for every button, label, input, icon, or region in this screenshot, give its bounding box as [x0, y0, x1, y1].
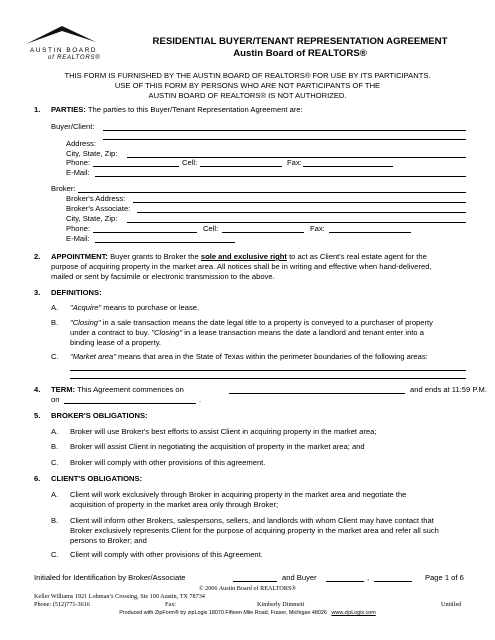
commence-date-field[interactable]	[229, 393, 405, 394]
copyright: © 2006 Austin Board of REALTORS®	[198, 585, 297, 592]
broker-phone-label: Phone:	[66, 224, 91, 233]
buyer-initials-field-1[interactable]	[326, 581, 364, 582]
broker-cell-label: Cell:	[203, 224, 219, 233]
client-ob-a-line-2: acquisition of property in the market area only through Broker;	[70, 500, 279, 509]
def-a-text: "Acquire" means to purchase or lease.	[70, 303, 200, 312]
market-area-field-1[interactable]	[70, 370, 466, 371]
page-subtitle: Austin Board of REALTORS®	[233, 48, 367, 59]
notice-line-3: AUSTIN BOARD OF REALTORS® IS NOT AUTHORIZED.	[148, 91, 347, 100]
client-ob-b-line-1: Client will inform other Brokers, salespersons, sellers, and landlords with whom Client may have contact that	[70, 516, 434, 525]
broker-fax-field[interactable]	[329, 232, 411, 233]
market-area-field-2[interactable]	[70, 378, 466, 379]
def-c-label: C.	[51, 352, 59, 361]
client-ob-b-line-2: Broker exclusively represents Client for the purpose of acquiring property in the market area and refer all such	[70, 526, 439, 535]
def-b-label: B.	[51, 318, 59, 327]
broker-ob-a-label: A.	[51, 427, 59, 436]
fax-field[interactable]	[303, 166, 393, 167]
email-label: E-Mail:	[66, 168, 90, 177]
broker-label: Broker:	[51, 184, 76, 193]
section-1-number: 1.	[34, 105, 41, 114]
section-6-number: 6.	[34, 474, 41, 483]
broker-address-field[interactable]	[133, 202, 466, 203]
section-2-line-3: mailed or sent by facsimile or electronic transmission to the above.	[51, 272, 275, 281]
broker-ob-c-text: Broker will comply with other provisions of this agreement.	[70, 458, 266, 467]
broker-field[interactable]	[78, 192, 466, 193]
broker-city-state-zip-field[interactable]	[127, 222, 466, 223]
end-date-field[interactable]	[64, 403, 196, 404]
broker-ob-b-text: Broker will assist Client in negotiating the acquisition of property in the market area; and	[70, 442, 365, 451]
notice-line-1: THIS FORM IS FURNISHED BY THE AUSTIN BOARD OF REALTORS® FOR USE BY ITS PARTICIPANTS.	[64, 71, 431, 80]
section-6-heading: CLIENT'S OBLIGATIONS:	[51, 474, 143, 483]
buyer-client-field-2[interactable]	[103, 139, 466, 140]
ends-text: and ends at 11:59 P.M.	[410, 385, 487, 394]
def-a-label: A.	[51, 303, 59, 312]
footer-and-buyer: and Buyer	[282, 573, 317, 582]
section-5-number: 5.	[34, 411, 41, 420]
logo	[22, 22, 100, 66]
broker-email-field[interactable]	[95, 242, 235, 243]
term-period: .	[199, 395, 202, 404]
footer-initialed: Initialed for Identification by Broker/Associate	[34, 573, 186, 582]
client-ob-b-line-3: persons to Broker; and	[70, 536, 147, 545]
broker-fax-label: Fax:	[310, 224, 325, 233]
broker-phone-field[interactable]	[93, 232, 197, 233]
broker-cell-field[interactable]	[222, 232, 304, 233]
page-title: RESIDENTIAL BUYER/TENANT REPRESENTATION AGREEMENT	[152, 36, 448, 47]
address-label: Address:	[66, 139, 96, 148]
notice-line-2: USE OF THIS FORM BY PERSONS WHO ARE NOT PARTICIPANTS OF THE	[114, 81, 381, 90]
def-b-line-2: under a contract to buy. "Closing" in a lease transaction means the date a landlord and tenant enter into a	[70, 328, 424, 337]
client-ob-b-label: B.	[51, 516, 59, 525]
phone-label: Phone:	[66, 158, 91, 167]
broker-address-label: Broker's Address:	[66, 194, 126, 203]
office-phone: Phone: (512)771-3616	[34, 601, 90, 608]
client-ob-c-text: Client will comply with other provisions of this Agreement.	[70, 550, 263, 559]
buyer-client-field[interactable]	[103, 130, 466, 131]
broker-associate-field[interactable]	[137, 212, 466, 213]
section-3-heading: DEFINITIONS:	[51, 288, 102, 297]
office-info: Keller Williams 1921 Lohman’s Crossing, Ste 100 Austin, TX 78734	[34, 593, 205, 600]
buyer-client-label: Buyer/Client:	[51, 122, 95, 131]
section-5-heading: BROKER'S OBLIGATIONS:	[51, 411, 148, 420]
office-fax: Fax:	[165, 601, 177, 608]
def-b-line-1: "Closing" in a sale transaction means the date legal title to a property is conveyed to a purchaser of property	[70, 318, 433, 327]
broker-initials-field[interactable]	[233, 581, 277, 582]
broker-email-label: E-Mail:	[66, 234, 90, 243]
client-ob-c-label: C.	[51, 550, 59, 559]
cell-field[interactable]	[200, 166, 282, 167]
broker-ob-c-label: C.	[51, 458, 59, 467]
roof-logo-icon	[22, 22, 100, 46]
agent-name: Kimberly Dimmett	[257, 601, 305, 608]
broker-ob-b-label: B.	[51, 442, 59, 451]
def-c-text: "Market area" means that area in the State of Texas within the perimeter boundaries of the following areas:	[70, 352, 428, 361]
logo-line1: AUSTIN BOARD	[30, 47, 98, 54]
section-1-heading: PARTIES: The parties to this Buyer/Tenant Representation Agreement are:	[51, 105, 303, 114]
section-3-number: 3.	[34, 288, 41, 297]
section-2-line-1: APPOINTMENT: Buyer grants to Broker the sole and exclusive right to act as Client's real estate agent for the	[51, 252, 427, 261]
email-field[interactable]	[95, 176, 466, 177]
def-b-line-3: binding lease of a property.	[70, 338, 162, 347]
on-label: on	[51, 395, 60, 404]
section-2-number: 2.	[34, 252, 41, 261]
footer-comma: ,	[367, 573, 370, 582]
produced-with: Produced with ZipForm® by zipLogix 18070 Fifteen Mile Road, Fraser, Michigan 48026 www.zipLogix.com	[119, 610, 376, 616]
broker-ob-a-text: Broker will use Broker's best efforts to assist Client in acquiring property in the market area;	[70, 427, 377, 436]
client-ob-a-label: A.	[51, 490, 59, 499]
broker-city-state-zip-label: City, State, Zip:	[66, 214, 118, 223]
section-4-line-1: TERM: This Agreement commences on	[51, 385, 184, 394]
buyer-initials-field-2[interactable]	[374, 581, 412, 582]
client-ob-a-line-1: Client will work exclusively through Broker in acquiring property in the market area and negotiate the	[70, 490, 407, 499]
cell-label: Cell:	[182, 158, 198, 167]
logo-line2: of REALTORS®	[48, 55, 101, 61]
section-4-number: 4.	[34, 385, 41, 394]
phone-field[interactable]	[93, 166, 179, 167]
page-number: Page 1 of 6	[425, 573, 464, 582]
untitled-label: Untitled	[441, 601, 462, 608]
broker-associate-label: Broker's Associate:	[66, 204, 131, 213]
section-2-line-2: purpose of acquiring property in the market area. All notices shall be in writing and effective when hand-delivered,	[51, 262, 432, 271]
fax-label: Fax:	[287, 158, 302, 167]
city-state-zip-label: City, State, Zip:	[66, 149, 118, 158]
ziplogix-link[interactable]: www.zipLogix.com	[331, 610, 376, 616]
